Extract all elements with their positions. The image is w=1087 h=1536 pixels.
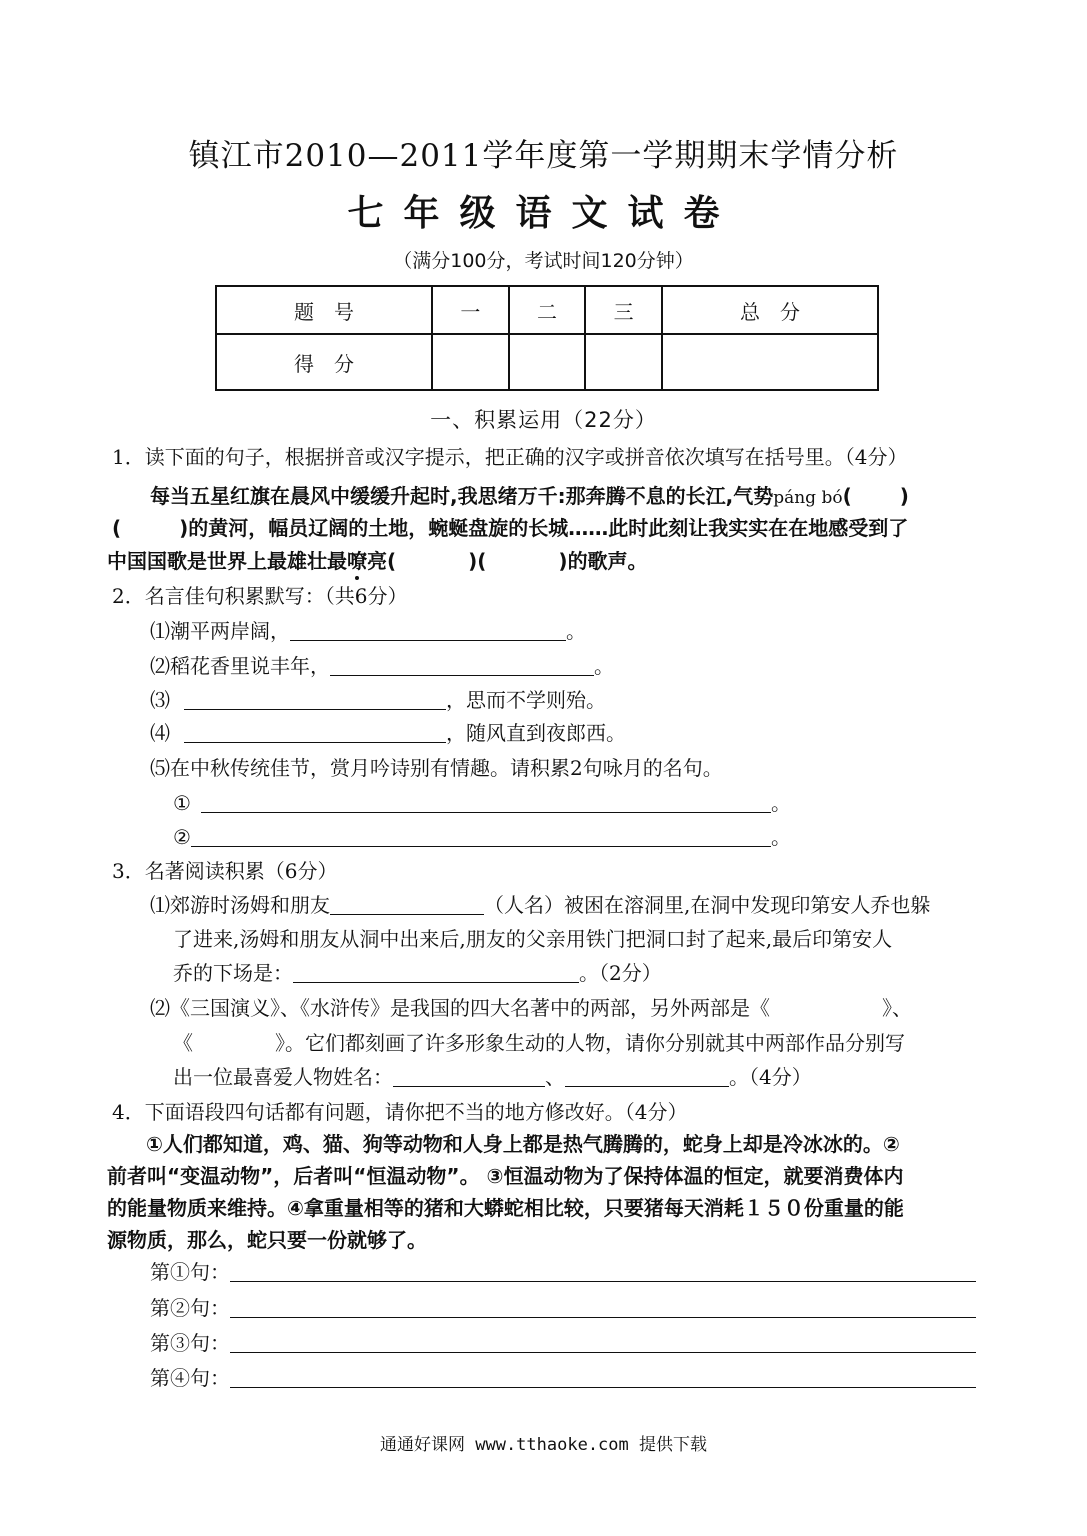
exam-subtitle: 七年级语文试卷: [347, 193, 740, 234]
q1-line3: [107, 545, 648, 574]
score-table-header-cell: 总 分: [662, 286, 878, 334]
q1-paren: (: [112, 516, 122, 540]
q2-period: 。: [770, 791, 791, 815]
q4-paragraph-line: ①人们都知道，鸡、猫、狗等动物和人身上都是热气腾腾的，蛇身上却是冷冰冰的。②: [146, 1132, 900, 1156]
score-table-header-cell: 一: [432, 286, 509, 334]
score-cell[interactable]: [662, 334, 878, 390]
q2-answer-blank[interactable]: [184, 689, 446, 710]
q3-text: 。（2分）: [579, 961, 662, 985]
q4-paragraph-line: 前者叫“变温动物”，后者叫“恒温动物”。 ③恒温动物为了保持体温的恒定，就要消费体内: [107, 1164, 904, 1188]
page-footer: 通通好课网 www.tthaoke.com 提供下载: [380, 1435, 707, 1455]
q4-answer-blank[interactable]: [230, 1297, 976, 1318]
q3-text: 》、: [882, 996, 912, 1020]
q2-item-text: ⑷: [150, 721, 170, 745]
q2-item: [150, 684, 606, 713]
q1-text: 的歌声。: [567, 549, 648, 573]
q4-answer-row: [150, 1256, 976, 1285]
score-cell[interactable]: [432, 334, 509, 390]
q1-paren: ): [468, 549, 478, 573]
q3-text: ⑴郊游时汤姆和朋友: [150, 893, 330, 917]
q3-text: ⑵《三国演义》、《水浒传》是我国的四大名著中的两部，另外两部是《: [150, 996, 770, 1020]
q3-text: （人名）被困在溶洞里,在洞中发现印第安人乔也躲: [484, 893, 931, 917]
q2-item-text: 。: [566, 619, 586, 643]
q4-answer-row: [150, 1362, 976, 1391]
q3-answer-blank[interactable]: [565, 1066, 729, 1087]
q1-text: 的黄河，幅员辽阔的土地，蜿蜒盘旋的长城……此时此刻让我实实在在地感受到了: [188, 516, 909, 540]
score-table-header-cell: 二: [509, 286, 586, 334]
section-heading: 一、积累运用（22分）: [430, 408, 657, 432]
q1-line1: [150, 480, 909, 509]
q2-item-text: 。: [594, 654, 614, 678]
q3-text: 。（4分）: [729, 1065, 812, 1089]
q2-item-text: ，随风直到夜郎西。: [446, 721, 626, 745]
score-table-row-label: 得 分: [216, 334, 432, 390]
q1-pinyin: páng bó: [773, 488, 843, 508]
q2-period: 。: [770, 825, 791, 849]
q3-text: 出一位最喜爱人物姓名：: [173, 1065, 393, 1089]
q1-stem: 1．读下面的句子，根据拼音或汉字提示，把正确的汉字或拼音依次填写在括号里。（4分）: [112, 445, 908, 469]
q2-item-text: ⑵稻花香里说丰年，: [150, 654, 330, 678]
exam-title: 镇江市2010—2011学年度第一学期期末学情分析: [188, 138, 899, 174]
q1-paren: ): [179, 516, 189, 540]
q2-item: [150, 717, 626, 746]
q4-answer-label: 第③句：: [150, 1331, 230, 1355]
exam-note: （满分100分，考试时间120分钟）: [393, 250, 694, 272]
q3-stem: 3．名著阅读积累（6分）: [112, 859, 338, 883]
emphasis-dot-char: 嘹: [347, 549, 367, 573]
q1-paren: ): [558, 549, 568, 573]
score-table: [215, 285, 879, 391]
score-cell[interactable]: [585, 334, 662, 390]
q1-paren: (: [477, 549, 487, 573]
score-table-header-cell: 三: [585, 286, 662, 334]
q2-answer-blank[interactable]: [201, 792, 771, 813]
q2-sub-label: ①: [173, 791, 191, 815]
q3-line: [150, 992, 912, 1021]
q4-answer-label: 第④句：: [150, 1366, 230, 1390]
q3-line: [173, 1061, 812, 1090]
q3-answer-blank[interactable]: [330, 894, 484, 915]
q2-sub: [173, 821, 791, 850]
score-table-header-row: [216, 286, 878, 334]
q3-text: 《: [173, 1031, 193, 1055]
q2-item-text: ⑴潮平两岸阔，: [150, 619, 290, 643]
q4-answer-blank[interactable]: [230, 1367, 976, 1388]
q4-answer-label: 第①句：: [150, 1260, 230, 1284]
q4-answer-blank[interactable]: [230, 1332, 976, 1353]
q4-stem: 4．下面语段四句话都有问题，请你把不当的地方修改好。（4分）: [112, 1100, 688, 1124]
q4-paragraph-line: 源物质，那么，蛇只要一份就够了。: [107, 1228, 427, 1252]
q4-paragraph-line: 的能量物质来维持。④拿重量相等的猪和大蟒蛇相比较，只要猪每天消耗１５０份重量的能: [107, 1196, 904, 1220]
q2-sub-label: ②: [173, 825, 191, 849]
q3-line: [173, 1027, 905, 1056]
q1-paren: (: [387, 549, 397, 573]
q1-line2: [112, 512, 908, 541]
q1-text: 中国国歌是世界上最雄壮最嘹亮: [107, 549, 387, 573]
q4-answer-row: [150, 1327, 976, 1356]
q4-answer-row: [150, 1292, 976, 1321]
q2-answer-blank[interactable]: [290, 620, 566, 641]
q3-answer-blank[interactable]: [293, 962, 579, 983]
q2-stem: 2．名言佳句积累默写：（共6分）: [112, 584, 408, 608]
q2-item: [150, 650, 614, 679]
q3-line: [173, 957, 662, 986]
q1-paren: ): [899, 484, 909, 508]
q2-answer-blank[interactable]: [330, 655, 594, 676]
score-cell[interactable]: [509, 334, 586, 390]
score-table-score-row: [216, 334, 878, 390]
q3-text: 》。它们都刻画了许多形象生动的人物，请你分别就其中两部作品分别写: [275, 1031, 905, 1055]
q3-line: [150, 889, 930, 918]
q2-item5: ⑸在中秋传统佳节，赏月吟诗别有情趣。请积累2句咏月的名句。: [150, 756, 723, 780]
q2-item-text: ，思而不学则殆。: [446, 688, 606, 712]
q2-answer-blank[interactable]: [184, 722, 446, 743]
q3-text: 乔的下场是：: [173, 961, 293, 985]
q2-item-text: ⑶: [150, 688, 170, 712]
q4-answer-blank[interactable]: [230, 1261, 976, 1282]
q3-answer-blank[interactable]: [393, 1066, 545, 1087]
score-table-header-cell: 题 号: [216, 286, 432, 334]
q1-text: 每当五星红旗在晨风中缓缓升起时,我思绪万千:那奔腾不息的长江,气势: [150, 484, 774, 508]
q1-paren: (: [842, 484, 852, 508]
q3-line: 了进来,汤姆和朋友从洞中出来后,朋友的父亲用铁门把洞口封了起来,最后印第安人: [173, 927, 893, 951]
q2-answer-blank[interactable]: [191, 826, 771, 847]
q4-answer-label: 第②句：: [150, 1296, 230, 1320]
q2-sub: [173, 787, 791, 816]
q3-text: 、: [545, 1065, 565, 1089]
q2-item: [150, 615, 586, 644]
